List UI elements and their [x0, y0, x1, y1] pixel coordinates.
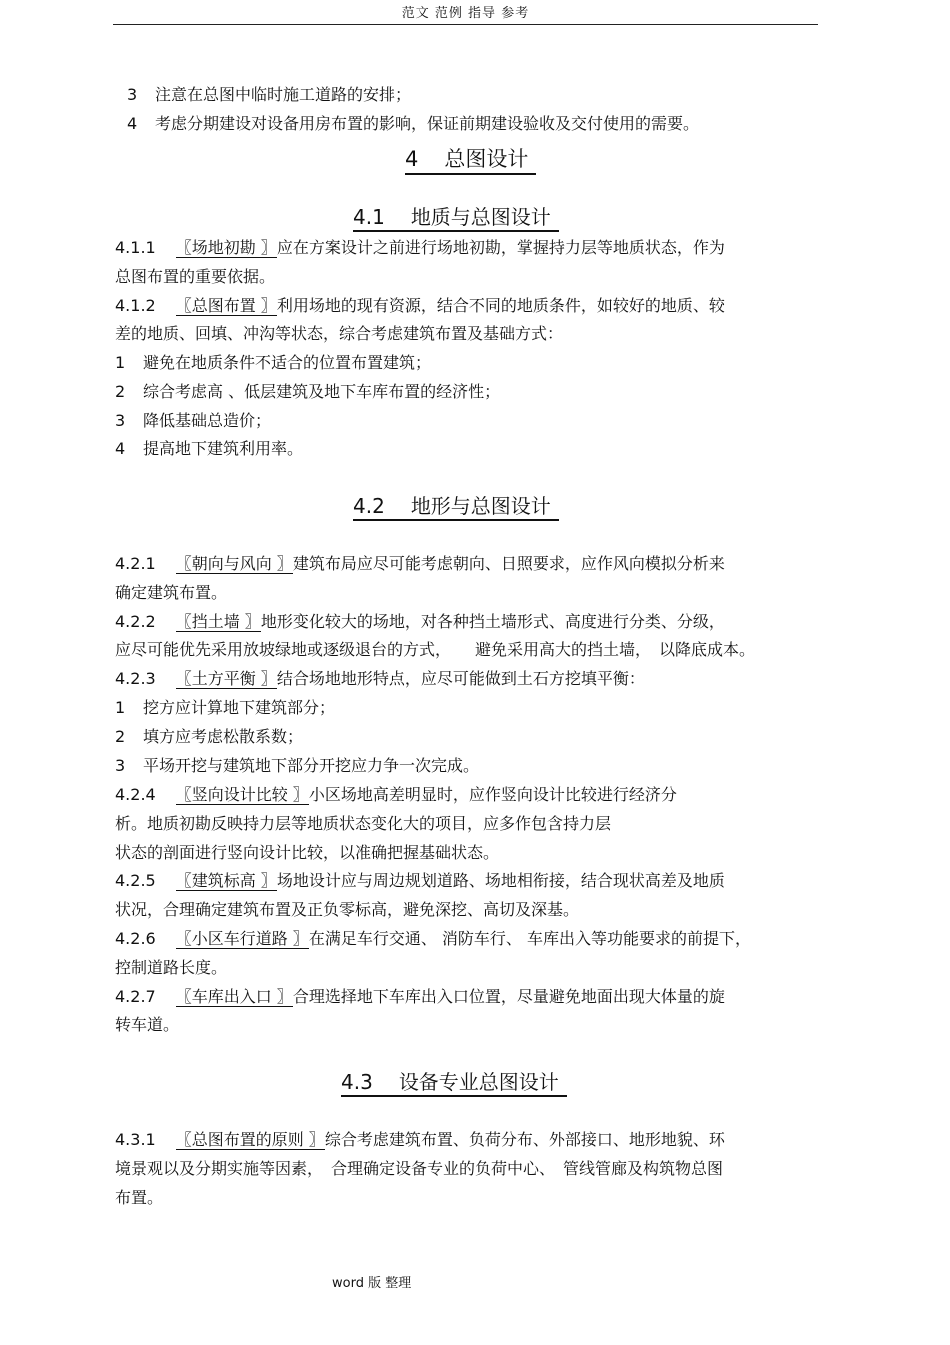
- section-title-text: 地形与总图设计: [410, 494, 551, 518]
- clause-term: 〖总图布置 〗: [175, 296, 277, 315]
- list-item: [115, 438, 303, 460]
- clause-continuation: 确定建筑布置。: [115, 583, 228, 602]
- clause-text: 结合场地地形特点，应尽可能做到土石方挖填平衡：: [276, 669, 645, 688]
- clause-continuation: 状态的剖面进行竖向设计比较，以准确把握基础状态。: [115, 843, 500, 862]
- clause-number: 4.2.7: [115, 987, 156, 1006]
- list-number: 4: [127, 114, 138, 133]
- page-footer: word 版 整理: [332, 1276, 412, 1291]
- clause-term: 〖车库出入口 〗: [175, 987, 293, 1006]
- section-title: [353, 493, 559, 521]
- clause-continuation: 应尽可能优先采用放坡绿地或逐级退台的方式， 避免采用高大的挡土墙， 以降底成本。: [115, 640, 756, 659]
- list-text: 综合考虑高 、低层建筑及地下车库布置的经济性；: [143, 382, 501, 401]
- clause-4-3-1: [115, 1129, 725, 1151]
- clause-number: 4.2.3: [115, 669, 156, 688]
- section-number: 4.2: [353, 494, 385, 518]
- section-title-text: 地质与总图设计: [410, 205, 551, 229]
- clause-text: 地形变化较大的场地，对各种挡土墙形式、高度进行分类、分级，: [260, 612, 725, 631]
- list-item: [127, 84, 411, 106]
- clause-continuation: 转车道。: [115, 1015, 180, 1034]
- clause-text: 利用场地的现有资源，结合不同的地质条件，如较好的地质、较: [276, 296, 725, 315]
- clause-term: 〖土方平衡 〗: [175, 669, 277, 688]
- chapter-number: 4: [405, 147, 419, 171]
- list-text: 避免在地质条件不适合的位置布置建筑；: [143, 353, 432, 372]
- list-text: 提高地下建筑利用率。: [143, 439, 304, 458]
- section-number: 4.3: [341, 1070, 373, 1094]
- list-number: 3: [127, 85, 138, 104]
- clause-number: 4.2.6: [115, 929, 156, 948]
- list-item: [115, 352, 431, 374]
- list-item: [127, 113, 699, 135]
- list-item: [115, 697, 335, 719]
- list-item: [115, 726, 303, 748]
- clause-text: 合理选择地下车库出入口位置，尽量避免地面出现大体量的旋: [292, 987, 725, 1006]
- list-text: 考虑分期建设对设备用房布置的影响，保证前期建设验收及交付使用的需要。: [155, 114, 700, 133]
- clause-continuation: 析。地质初勘反映持力层等地质状态变化大的项目，应多作包含持力层: [115, 814, 612, 833]
- page-header: 范文 范例 指导 参考: [113, 4, 818, 25]
- list-number: 2: [115, 382, 126, 401]
- clause-continuation: 差的地质、回填、冲沟等状态，综合考虑建筑布置及基础方式：: [115, 324, 564, 343]
- clause-number: 4.2.2: [115, 612, 156, 631]
- chapter-title-text: 总图设计: [444, 147, 529, 171]
- clause-term: 〖建筑标高 〗: [175, 871, 277, 890]
- clause-term: 〖场地初勘 〗: [175, 238, 277, 257]
- clause-number: 4.2.4: [115, 785, 156, 804]
- clause-number: 4.2.5: [115, 871, 156, 890]
- clause-4-2-7: [115, 986, 725, 1008]
- list-text: 挖方应计算地下建筑部分；: [143, 698, 336, 717]
- clause-4-2-5: [115, 870, 725, 892]
- clause-number: 4.1.2: [115, 296, 156, 315]
- clause-continuation: 布置。: [115, 1188, 164, 1207]
- clause-term: 〖竖向设计比较 〗: [175, 785, 309, 804]
- list-number: 2: [115, 727, 126, 746]
- clause-continuation: 控制道路长度。: [115, 958, 228, 977]
- list-number: 3: [115, 756, 126, 775]
- clause-text: 应在方案设计之前进行场地初勘，掌握持力层等地质状态，作为: [276, 238, 725, 257]
- section-title: [341, 1069, 567, 1097]
- list-number: 1: [115, 353, 126, 372]
- list-item: [115, 410, 271, 432]
- list-text: 注意在总图中临时施工道路的安排；: [155, 85, 412, 104]
- clause-text: 场地设计应与周边规划道路、场地相衔接，结合现状高差及地质: [276, 871, 725, 890]
- clause-4-1-2: [115, 295, 725, 317]
- clause-term: 〖总图布置的原则 〗: [175, 1130, 325, 1149]
- clause-text: 在满足车行交通、 消防车行、 车库出入等功能要求的前提下，: [308, 929, 751, 948]
- clause-term: 〖朝向与风向 〗: [175, 554, 293, 573]
- clause-term: 〖挡土墙 〗: [175, 612, 261, 631]
- list-number: 1: [115, 698, 126, 717]
- clause-continuation: 状况，合理确定建筑布置及正负零标高，避免深挖、高切及深基。: [115, 900, 580, 919]
- clause-4-2-4: [115, 784, 677, 806]
- list-text: 填方应考虑松散系数；: [143, 727, 304, 746]
- list-number: 4: [115, 439, 126, 458]
- clause-text: 综合考虑建筑布置、负荷分布、外部接口、地形地貌、环: [324, 1130, 725, 1149]
- clause-4-2-3: [115, 668, 645, 690]
- clause-continuation: 总图布置的重要依据。: [115, 267, 276, 286]
- clause-4-2-2: [115, 611, 725, 633]
- section-number: 4.1: [353, 205, 385, 229]
- list-item: [115, 755, 479, 777]
- chapter-title: [405, 145, 536, 175]
- section-title: [353, 204, 559, 232]
- clause-number: 4.1.1: [115, 238, 156, 257]
- clause-4-2-6: [115, 928, 751, 950]
- clause-number: 4.3.1: [115, 1130, 156, 1149]
- clause-4-2-1: [115, 553, 725, 575]
- clause-text: 建筑布局应尽可能考虑朝向、日照要求，应作风向模拟分析来: [292, 554, 725, 573]
- clause-term: 〖小区车行道路 〗: [175, 929, 309, 948]
- section-title-text: 设备专业总图设计: [398, 1070, 559, 1094]
- clause-number: 4.2.1: [115, 554, 156, 573]
- list-text: 平场开挖与建筑地下部分开挖应力争一次完成。: [143, 756, 480, 775]
- list-number: 3: [115, 411, 126, 430]
- clause-continuation: 境景观以及分期实施等因素， 合理确定设备专业的负荷中心、 管线管廊及构筑物总图: [115, 1159, 724, 1178]
- clause-4-1-1: [115, 237, 725, 259]
- list-text: 降低基础总造价；: [143, 411, 272, 430]
- clause-text: 小区场地高差明显时，应作竖向设计比较进行经济分: [308, 785, 677, 804]
- list-item: [115, 381, 500, 403]
